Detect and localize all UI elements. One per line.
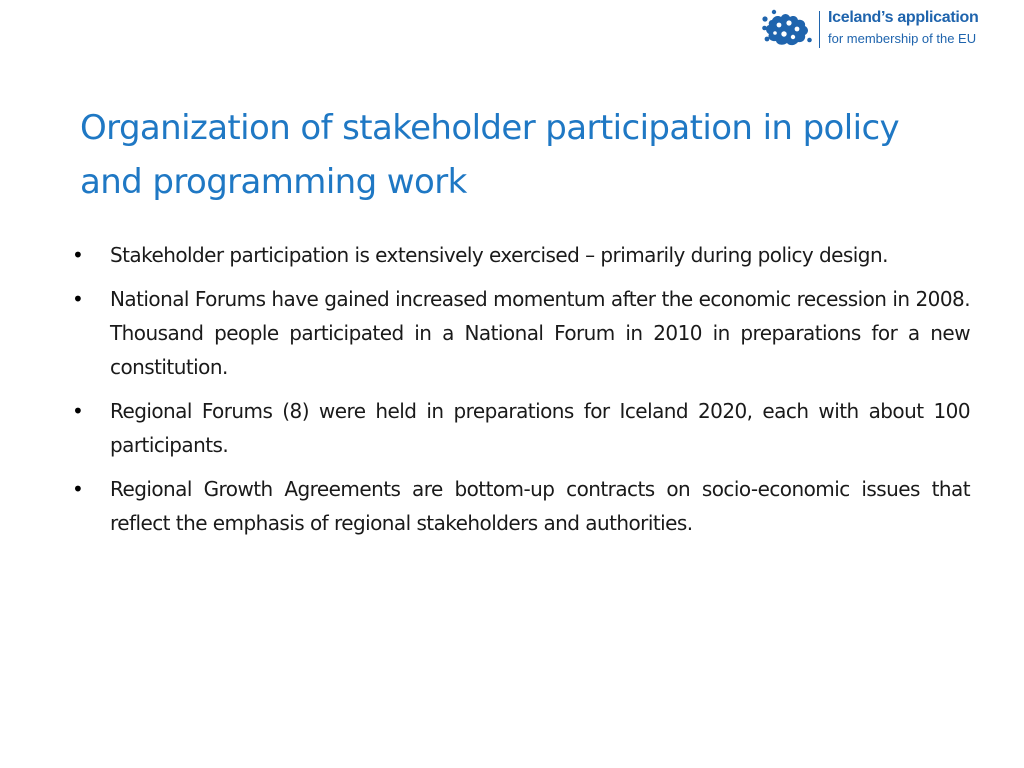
bullet-icon: • <box>72 243 84 267</box>
logo-subtitle: for membership of the EU <box>828 31 977 46</box>
bullet-icon: • <box>72 399 84 423</box>
bullet-text: Stakeholder participation is extensively exercised – primarily during policy design. <box>110 243 888 267</box>
bullet-item <box>72 394 970 462</box>
bullet-item <box>72 238 970 272</box>
bullet-item <box>72 472 970 540</box>
bullet-item <box>72 282 970 384</box>
bullet-text: Regional Forums (8) were held in preparations for Iceland 2020, each with about 100 participants. <box>110 399 970 457</box>
bullet-icon: • <box>72 287 84 311</box>
slide-title: Organization of stakeholder participation in policy and programming work <box>80 108 900 202</box>
bullet-list <box>72 238 970 550</box>
logo <box>762 7 1012 51</box>
logo-divider <box>819 11 820 48</box>
bullet-text: Regional Growth Agreements are bottom-up contracts on socio-economic issues that reflect the emphasis of regional stakeholders and authorities. <box>110 477 970 535</box>
logo-title: Iceland’s application <box>828 9 979 26</box>
bullet-icon: • <box>72 477 84 501</box>
bullet-text: National Forums have gained increased momentum after the economic recession in 2008. Thousand people participated in a National Forum in 2010 in preparations for a new constitution. <box>110 287 970 379</box>
iceland-map-logo-icon <box>762 9 812 49</box>
